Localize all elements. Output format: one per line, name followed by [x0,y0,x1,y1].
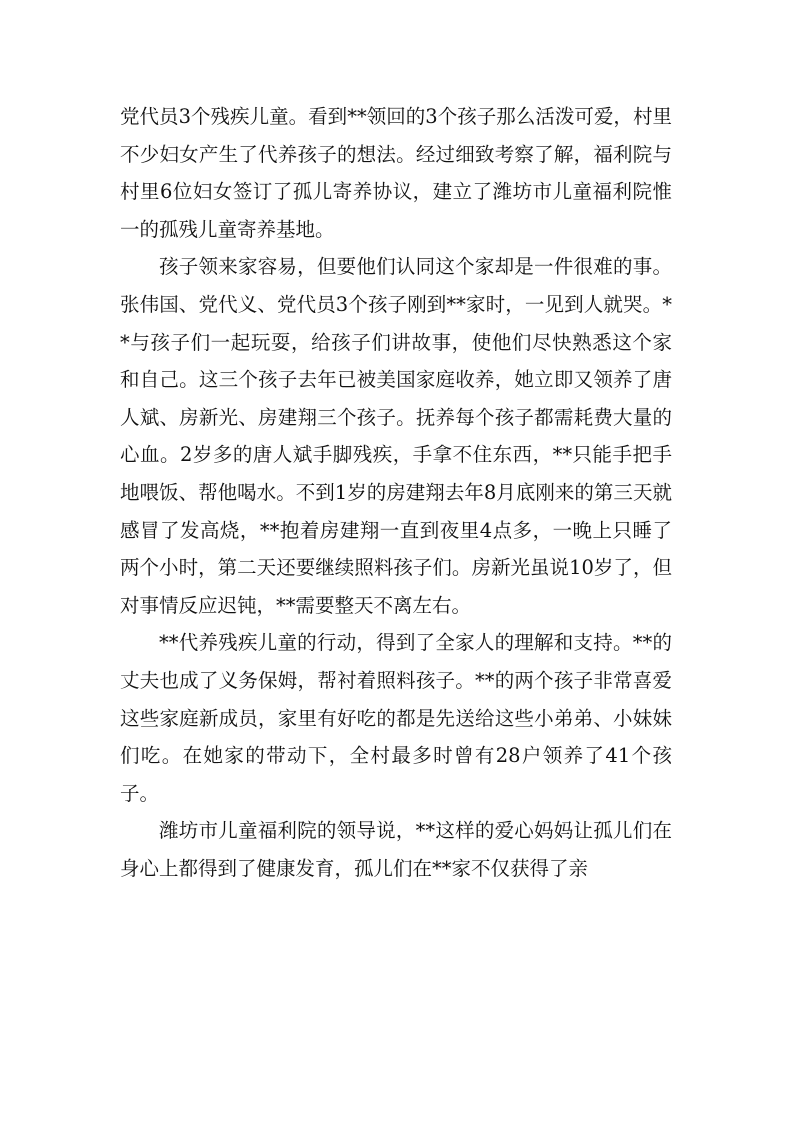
paragraph-3: **代养残疾儿童的行动，得到了全家人的理解和支持。**的丈夫也成了义务保姆，帮衬着照料孩子。**的两个孩子非常喜爱这些家庭新成员，家里有好吃的都是先送给这些小弟弟、小妹妹们吃。在她家的带动下，全村最多时曾有28户领养了41个孩子。 [120,631,672,805]
paragraph-1: 党代员3个残疾儿童。看到**领回的3个孩子那么活泼可爱，村里不少妇女产生了代养孩子的想法。经过细致考察了解，福利院与村里6位妇女签订了孤儿寄养协议，建立了潍坊市儿童福利院惟一的孤残儿童寄养基地。 [120,105,672,241]
paragraph-4: 潍坊市儿童福利院的领导说，**这样的爱心妈妈让孤儿们在身心上都得到了健康发育，孤儿们在**家不仅获得了亲 [120,819,672,880]
document-body [120,98,672,887]
paragraph-2: 孩子领来家容易，但要他们认同这个家却是一件很难的事。张伟国、党代义、党代员3个孩子刚到**家时，一见到人就哭。**与孩子们一起玩耍，给孩子们讲故事，使他们尽快熟悉这个家和自己。这三个孩子去年已被美国家庭收养，她立即又领养了唐人斌、房新光、房建翔三个孩子。抚养每个孩子都需耗费大量的心血。2岁多的唐人斌手脚残疾，手拿不住东西，**只能手把手地喂饭、帮他喝水。不到1岁的房建翔去年8月底刚来的第三天就感冒了发高烧，**抱着房建翔一直到夜里4点多，一晚上只睡了两个小时，第二天还要继续照料孩子们。房新光虽说10岁了，但对事情反应迟钝，**需要整天不离左右。 [120,255,672,617]
